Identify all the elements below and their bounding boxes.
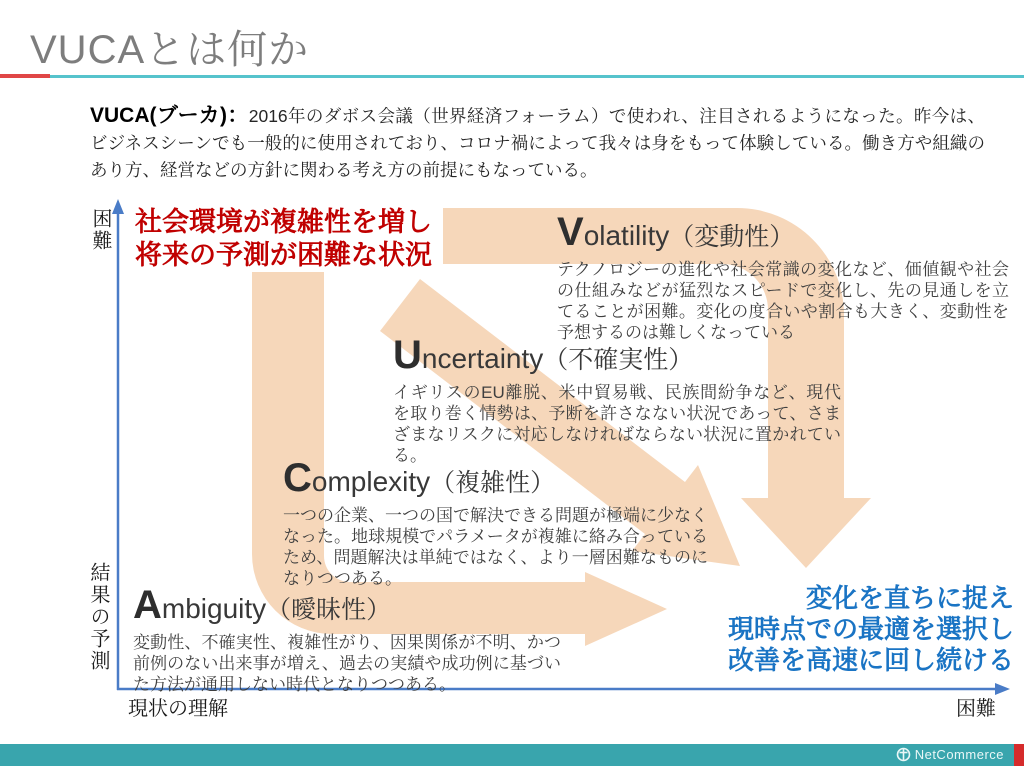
footer-bar (0, 744, 1024, 766)
term-complexity-rest: omplexity (311, 466, 431, 497)
term-uncertainty-initial: U (393, 333, 422, 377)
term-ambiguity-jp: （曖昧性） (266, 596, 392, 624)
term-volatility-jp: （変動性） (669, 223, 795, 251)
term-uncertainty (393, 333, 841, 466)
page-title: VUCAとは何か (30, 28, 310, 72)
term-ambiguity-description: 変動性、不確実性、複雑性がり、因果関係が不明、かつ前例のない出来事が増え、過去の実績や成功例に基づいた方法が通用しない時代となりつつある。 (133, 633, 561, 694)
x-axis-left-label: 現状の理解 (128, 698, 228, 720)
footer-red-block (1014, 744, 1024, 766)
term-volatility-initial: V (557, 210, 584, 254)
term-uncertainty-jp: （不確実性） (543, 346, 694, 374)
solution-line-3: 改善を高速に回し続ける (727, 645, 1014, 675)
term-ambiguity (133, 583, 561, 695)
y-axis-top-label: 困難 (89, 208, 111, 252)
footer-logo (896, 747, 1004, 762)
solution-line-1: 変化を直ちに捉え (805, 583, 1014, 613)
x-axis-right-label: 困難 (956, 698, 996, 720)
term-uncertainty-description: イギリスのEU離脱、米中貿易戦、民族間紛争など、現代を取り巻く情勢は、予断を許さなない状況であって、さまざまなリスクに対応しなければならない状況に置かれている。 (393, 383, 841, 465)
term-complexity-description: 一つの企業、一つの国で解決できる問題が極端に少なくなった。地球規模でパラメータが複雑に絡み合っているため、問題解決は単純ではなく、より一層困難なものになりつつある。 (283, 506, 708, 588)
problem-statement (135, 206, 432, 272)
solution-line-2: 現時点での最適を選択し (727, 614, 1014, 644)
term-volatility (557, 210, 1009, 343)
problem-line-1: 社会環境が複雑性を増し (135, 207, 432, 237)
footer-logo-text: NetCommerce (914, 747, 1004, 762)
term-ambiguity-title (133, 583, 561, 627)
term-ambiguity-rest: mbiguity (161, 593, 267, 624)
term-ambiguity-initial: A (133, 583, 162, 627)
netcommerce-logo-icon (896, 747, 911, 762)
term-volatility-title (557, 210, 1009, 254)
term-volatility-description: テクノロジーの進化や社会常識の変化など、価値観や社会の仕組みなどが猛烈なスピードで変化し、先の見通しを立てることが困難。変化の度合いや割合も大きく、変動性を予想するのは難しくなっている (557, 260, 1009, 342)
term-complexity-title (283, 456, 708, 500)
term-complexity (283, 456, 708, 589)
solution-statement (728, 583, 1014, 676)
problem-line-2: 将来の予測が困難な状況 (135, 240, 432, 270)
intro-lead: VUCA(ブーカ)： (90, 104, 249, 127)
intro-body: 2016年のダボス会議（世界経済フォーラム）で使われ、注目されるようになった。昨今は、ビジネスシーンでも一般的に使用されており、コロナ禍によって我々は身をもって体験している。働き方や組織のあり方、経営などの方針に関わる考え方の前提にもなっている。 (90, 106, 985, 180)
y-axis-bottom-label: 結果の予測 (87, 562, 109, 672)
term-volatility-rest: olatility (583, 220, 670, 251)
term-uncertainty-title (393, 333, 841, 377)
x-axis-arrowhead (995, 683, 1010, 695)
term-uncertainty-rest: ncertainty (421, 343, 544, 374)
term-complexity-jp: （複雑性） (430, 469, 556, 497)
term-complexity-initial: C (283, 456, 312, 500)
